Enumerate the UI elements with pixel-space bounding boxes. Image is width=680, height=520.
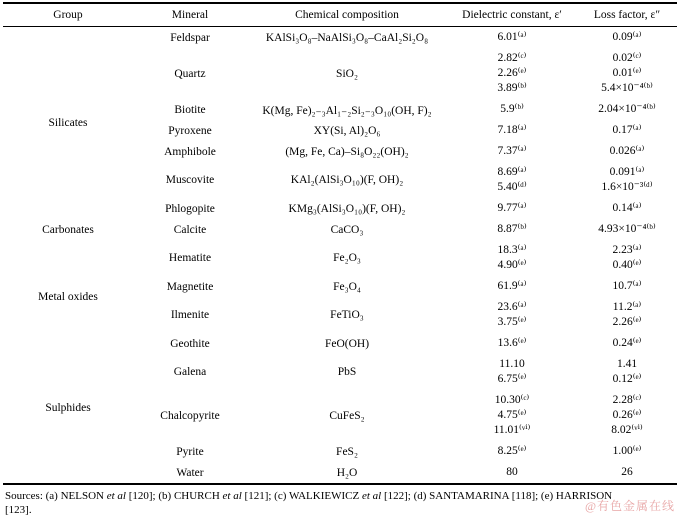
loss-cell [577,240,677,276]
loss-value: 0.26⁽ᵉ⁾ [612,409,642,421]
dielectric-value: 80 [506,466,518,478]
mineral-cell: Amphibole [164,145,216,158]
loss-value: 11.2⁽ᵃ⁾ [612,301,642,313]
mineral-cell: Pyroxene [168,124,212,137]
loss-value: 5.4×10⁻⁴⁽ᵇ⁾ [601,82,653,94]
dielectric-value: 23.6⁽ᵃ⁾ [497,301,527,313]
dielectric-value: 8.87⁽ᵇ⁾ [497,223,527,235]
loss-cell [577,120,677,141]
loss-cell [577,99,677,120]
dielectric-cell [447,219,577,240]
loss-cell [577,297,677,333]
loss-value: 0.12⁽ᵉ⁾ [612,373,642,385]
loss-value: 0.40⁽ᵉ⁾ [612,259,642,271]
dielectric-value: 5.9⁽ᵇ⁾ [500,103,524,115]
loss-cell [577,141,677,162]
dielectric-cell [447,198,577,219]
loss-value: 0.24⁽ᵉ⁾ [612,337,642,349]
mineral-cell: Magnetite [166,280,214,293]
dielectric-cell [447,27,577,49]
mineral-cell: Biotite [174,103,206,116]
loss-cell [577,441,677,462]
dielectric-value: 11.01⁽ᵛⁱ⁾ [493,424,531,436]
dielectric-value: 4.75⁽ᵉ⁾ [497,409,527,421]
mineral-cell: Feldspar [170,31,210,44]
table-row-galena [3,354,677,390]
loss-value: 0.091⁽ᵃ⁾ [609,166,645,178]
sources-text: Sources: (a) NELSON [5,490,107,502]
sources-et-al: et al [106,490,126,502]
loss-value: 10.7⁽ᵃ⁾ [612,280,642,292]
dielectric-cell [447,462,577,484]
loss-value: 2.04×10⁻⁴⁽ᵇ⁾ [598,103,656,115]
mineral-cell: Galena [173,366,207,378]
loss-cell [577,162,677,198]
dielectric-value: 18.3⁽ᵃ⁾ [497,244,527,256]
composition-cell: Fe₃O₄ [333,280,361,293]
group-cell-carbonates: Carbonates [42,223,94,236]
dielectric-cell [447,354,577,390]
dielectric-value: 13.6⁽ᵉ⁾ [497,337,527,349]
loss-value: 2.28⁽ᶜ⁾ [612,394,642,406]
site-watermark: @有色金属在线 [584,499,675,513]
composition-cell: KMg₃(AlSi₃O₁₀)(F, OH)₂ [288,202,406,215]
composition-cell: KAl₂(AlSi₃O₁₀)(F, OH)₂ [290,174,404,186]
dielectric-value: 5.40⁽ᵈ⁾ [497,181,527,193]
dielectric-value: 2.82⁽ᶜ⁾ [497,52,527,64]
header-mineral: Mineral [133,3,247,27]
sources-text: [120]; (b) CHURCH [125,490,223,502]
loss-cell [577,354,677,390]
dielectric-value: 2.26⁽ᵉ⁾ [497,67,527,79]
dielectric-value: 4.90⁽ᵉ⁾ [497,259,527,271]
table-row-hematite [3,240,677,276]
dielectric-cell [447,240,577,276]
dielectric-value: 6.01⁽ᵃ⁾ [497,31,527,43]
composition-cell: CaCO₃ [330,223,364,236]
dielectric-value: 8.69⁽ᵃ⁾ [497,166,527,178]
dielectric-value: 7.37⁽ᵃ⁾ [497,145,527,157]
mineral-properties-table [3,2,677,485]
header-composition: Chemical composition [247,3,447,27]
loss-value: 1.41 [616,358,638,370]
sources-note [5,489,677,517]
mineral-cell: Chalcopyrite [160,409,220,422]
mineral-cell: Phlogopite [165,202,215,215]
loss-cell [577,198,677,219]
loss-value: 4.93×10⁻⁴⁽ᵇ⁾ [598,223,656,235]
dielectric-cell [447,99,577,120]
loss-value: 0.01⁽ᵉ⁾ [612,67,642,79]
table-row-calcite [3,219,677,240]
loss-value: 0.14⁽ᵃ⁾ [612,202,642,214]
sources-et-al: et al [361,490,382,502]
mineral-cell: Hematite [168,252,212,264]
loss-cell [577,219,677,240]
loss-cell [577,390,677,441]
loss-cell [577,48,677,99]
dielectric-cell [447,276,577,297]
composition-cell: FeS₂ [336,445,358,458]
mineral-cell: Water [176,466,204,479]
dielectric-value: 9.77⁽ᵃ⁾ [497,202,527,214]
composition-cell: KAlSi₃O₈–NaAlSi₃O₈–CaAl₂Si₂O₈ [265,31,429,44]
loss-cell [577,462,677,484]
loss-value: 1.00⁽ᵉ⁾ [612,445,642,457]
loss-value: 2.23⁽ᵃ⁾ [612,244,642,256]
loss-value: 26 [621,466,633,478]
composition-cell: (Mg, Fe, Ca)–Si₈O₂₂(OH)₂ [285,145,409,158]
composition-cell: H₂O [336,466,358,479]
dielectric-cell [447,162,577,198]
composition-cell: FeO(OH) [324,337,370,350]
loss-cell [577,276,677,297]
sources-text-continuation: [123]. [5,504,32,516]
dielectric-cell [447,390,577,441]
composition-cell: Fe₂O₃ [333,252,361,264]
sources-et-al: et al [222,490,242,502]
dielectric-cell [447,297,577,333]
dielectric-cell [447,48,577,99]
dielectric-cell [447,441,577,462]
loss-value: 0.026⁽ᵃ⁾ [609,145,645,157]
header-dielectric-constant: Dielectric constant, ε′ [447,3,577,27]
header-row [3,3,677,27]
dielectric-value: 3.89⁽ᵇ⁾ [497,82,527,94]
dielectric-value: 7.18⁽ᵃ⁾ [497,124,527,136]
dielectric-value: 11.10 [499,358,525,370]
mineral-cell: Ilmenite [170,309,210,321]
loss-cell [577,27,677,49]
dielectric-cell [447,141,577,162]
header-loss-factor: Loss factor, ε″ [577,3,677,27]
group-cell-sulphides: Sulphides [45,402,91,414]
composition-cell: PbS [337,366,357,378]
mineral-cell: Geothite [170,337,210,350]
composition-cell: K(Mg, Fe)₂₋₃Al₁₋₂Si₂₋₃O₁₀(OH, F)₂ [262,104,432,117]
composition-cell: XY(Si, Al)₂O₆ [313,124,381,137]
dielectric-value: 61.9⁽ᵃ⁾ [497,280,527,292]
mineral-cell: Pyrite [176,445,204,458]
table-row-water [3,462,677,484]
group-cell-empty [3,462,133,484]
composition-cell: CuFeS₂ [329,409,365,422]
mineral-cell: Muscovite [165,174,215,186]
loss-cell [577,333,677,354]
group-cell-silicates: Silicates [48,117,88,129]
loss-value: 8.02⁽ᵛⁱ⁾ [611,424,643,436]
dielectric-cell [447,120,577,141]
loss-value: 0.17⁽ᵃ⁾ [612,124,642,136]
mineral-cell: Quartz [174,67,206,80]
loss-value: 0.02⁽ᶜ⁾ [612,52,642,64]
dielectric-value: 8.25⁽ᵉ⁾ [497,445,527,457]
sources-text: [121]; (c) WALKIEWICZ [241,490,362,502]
table-row-feldspar [3,27,677,49]
header-group: Group [3,3,133,27]
sources-text: [122]; (d) SANTAMARINA [118]; (e) HARRISON [381,490,613,502]
composition-cell: FeTiO₃ [330,309,364,321]
loss-value: 2.26⁽ᵉ⁾ [612,316,642,328]
loss-value: 1.6×10⁻³⁽ᵈ⁾ [601,181,653,193]
dielectric-cell [447,333,577,354]
group-cell-metal-oxides: Metal oxides [38,291,98,303]
composition-cell: SiO₂ [336,67,358,80]
dielectric-value: 10.30⁽ᶜ⁾ [494,394,530,406]
mineral-cell: Calcite [173,223,207,236]
dielectric-value: 3.75⁽ᵉ⁾ [497,316,527,328]
dielectric-value: 6.75⁽ᵉ⁾ [497,373,527,385]
loss-value: 0.09⁽ᵃ⁾ [612,31,642,43]
